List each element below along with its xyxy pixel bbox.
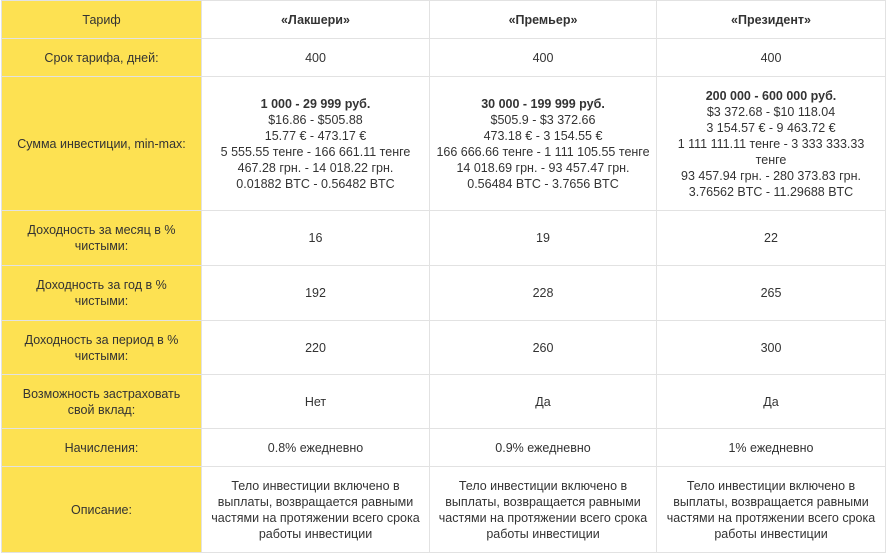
table-row [2,77,886,211]
table-cell: 0.9% ежедневно [430,429,657,467]
investment-range-cell [202,77,430,211]
table-row [2,429,886,467]
table-cell: 228 [430,266,657,321]
table-cell: 400 [657,39,886,77]
table-cell: 300 [657,321,886,375]
investment-range-cell [657,77,886,211]
range-kzt: 5 555.55 тенге - 166 661.11 тенге [220,144,411,159]
tariff-name-premier: «Премьер» [430,1,657,39]
row-label: Срок тарифа, дней: [2,39,202,77]
row-label: Описание: [2,467,202,553]
table-row [2,467,886,553]
investment-range-cell [430,77,657,211]
range-uah: 93 457.94 грн. - 280 373.83 грн. [681,168,861,183]
range-uah: 467.28 грн. - 14 018.22 грн. [237,160,394,175]
range-usd: $505.9 - $3 372.66 [490,112,596,127]
table-cell: 22 [657,211,886,266]
table-cell: Нет [202,375,430,429]
description-cell: Тело инвестиции включено в выплаты, возвращается равными частями на протяжении всего срока работы инвестиции [430,467,657,553]
header-row [2,1,886,39]
range-usd: $3 372.68 - $10 118.04 [706,104,836,119]
range-btc: 0.56484 BTC - 3.7656 BTC [467,176,619,191]
row-label: Сумма инвестиции, min-max: [2,77,202,211]
range-eur: 3 154.57 € - 9 463.72 € [706,120,836,135]
range-kzt: 1 111 111.11 тенге - 3 333 333.33 тенге [677,136,865,167]
range-uah: 14 018.69 грн. - 93 457.47 грн. [456,160,630,175]
range-btc: 3.76562 BTC - 11.29688 BTC [688,184,854,199]
range-rub: 200 000 - 600 000 руб. [705,88,837,103]
table-cell: 0.8% ежедневно [202,429,430,467]
range-eur: 473.18 € - 3 154.55 € [483,128,603,143]
row-label: Доходность за период в % чистыми: [2,321,202,375]
range-kzt: 166 666.66 тенге - 1 111 105.55 тенге [436,144,650,159]
range-rub: 30 000 - 199 999 руб. [481,96,605,111]
table-cell: 220 [202,321,430,375]
range-eur: 15.77 € - 473.17 € [264,128,367,143]
tariff-table [1,0,886,553]
table-cell: Да [430,375,657,429]
table-row [2,321,886,375]
header-label: Тариф [2,1,202,39]
table-cell: Да [657,375,886,429]
row-label: Доходность за год в % чистыми: [2,266,202,321]
description-cell: Тело инвестиции включено в выплаты, возвращается равными частями на протяжении всего срока работы инвестиции [657,467,886,553]
row-label: Возможность застраховать свой вклад: [2,375,202,429]
row-label: Доходность за месяц в % чистыми: [2,211,202,266]
table-cell: 400 [430,39,657,77]
range-rub: 1 000 - 29 999 руб. [260,96,371,111]
table-cell: 265 [657,266,886,321]
table-cell: 16 [202,211,430,266]
table-cell: 400 [202,39,430,77]
row-label: Начисления: [2,429,202,467]
table-row [2,266,886,321]
table-cell: 1% ежедневно [657,429,886,467]
tariff-name-president: «Президент» [657,1,886,39]
table-cell: 260 [430,321,657,375]
table-row [2,39,886,77]
table-row [2,375,886,429]
table-row [2,211,886,266]
range-btc: 0.01882 BTC - 0.56482 BTC [236,176,395,191]
tariff-name-luxury: «Лакшери» [202,1,430,39]
table-cell: 192 [202,266,430,321]
table-cell: 19 [430,211,657,266]
description-cell: Тело инвестиции включено в выплаты, возвращается равными частями на протяжении всего срока работы инвестиции [202,467,430,553]
range-usd: $16.86 - $505.88 [268,112,363,127]
